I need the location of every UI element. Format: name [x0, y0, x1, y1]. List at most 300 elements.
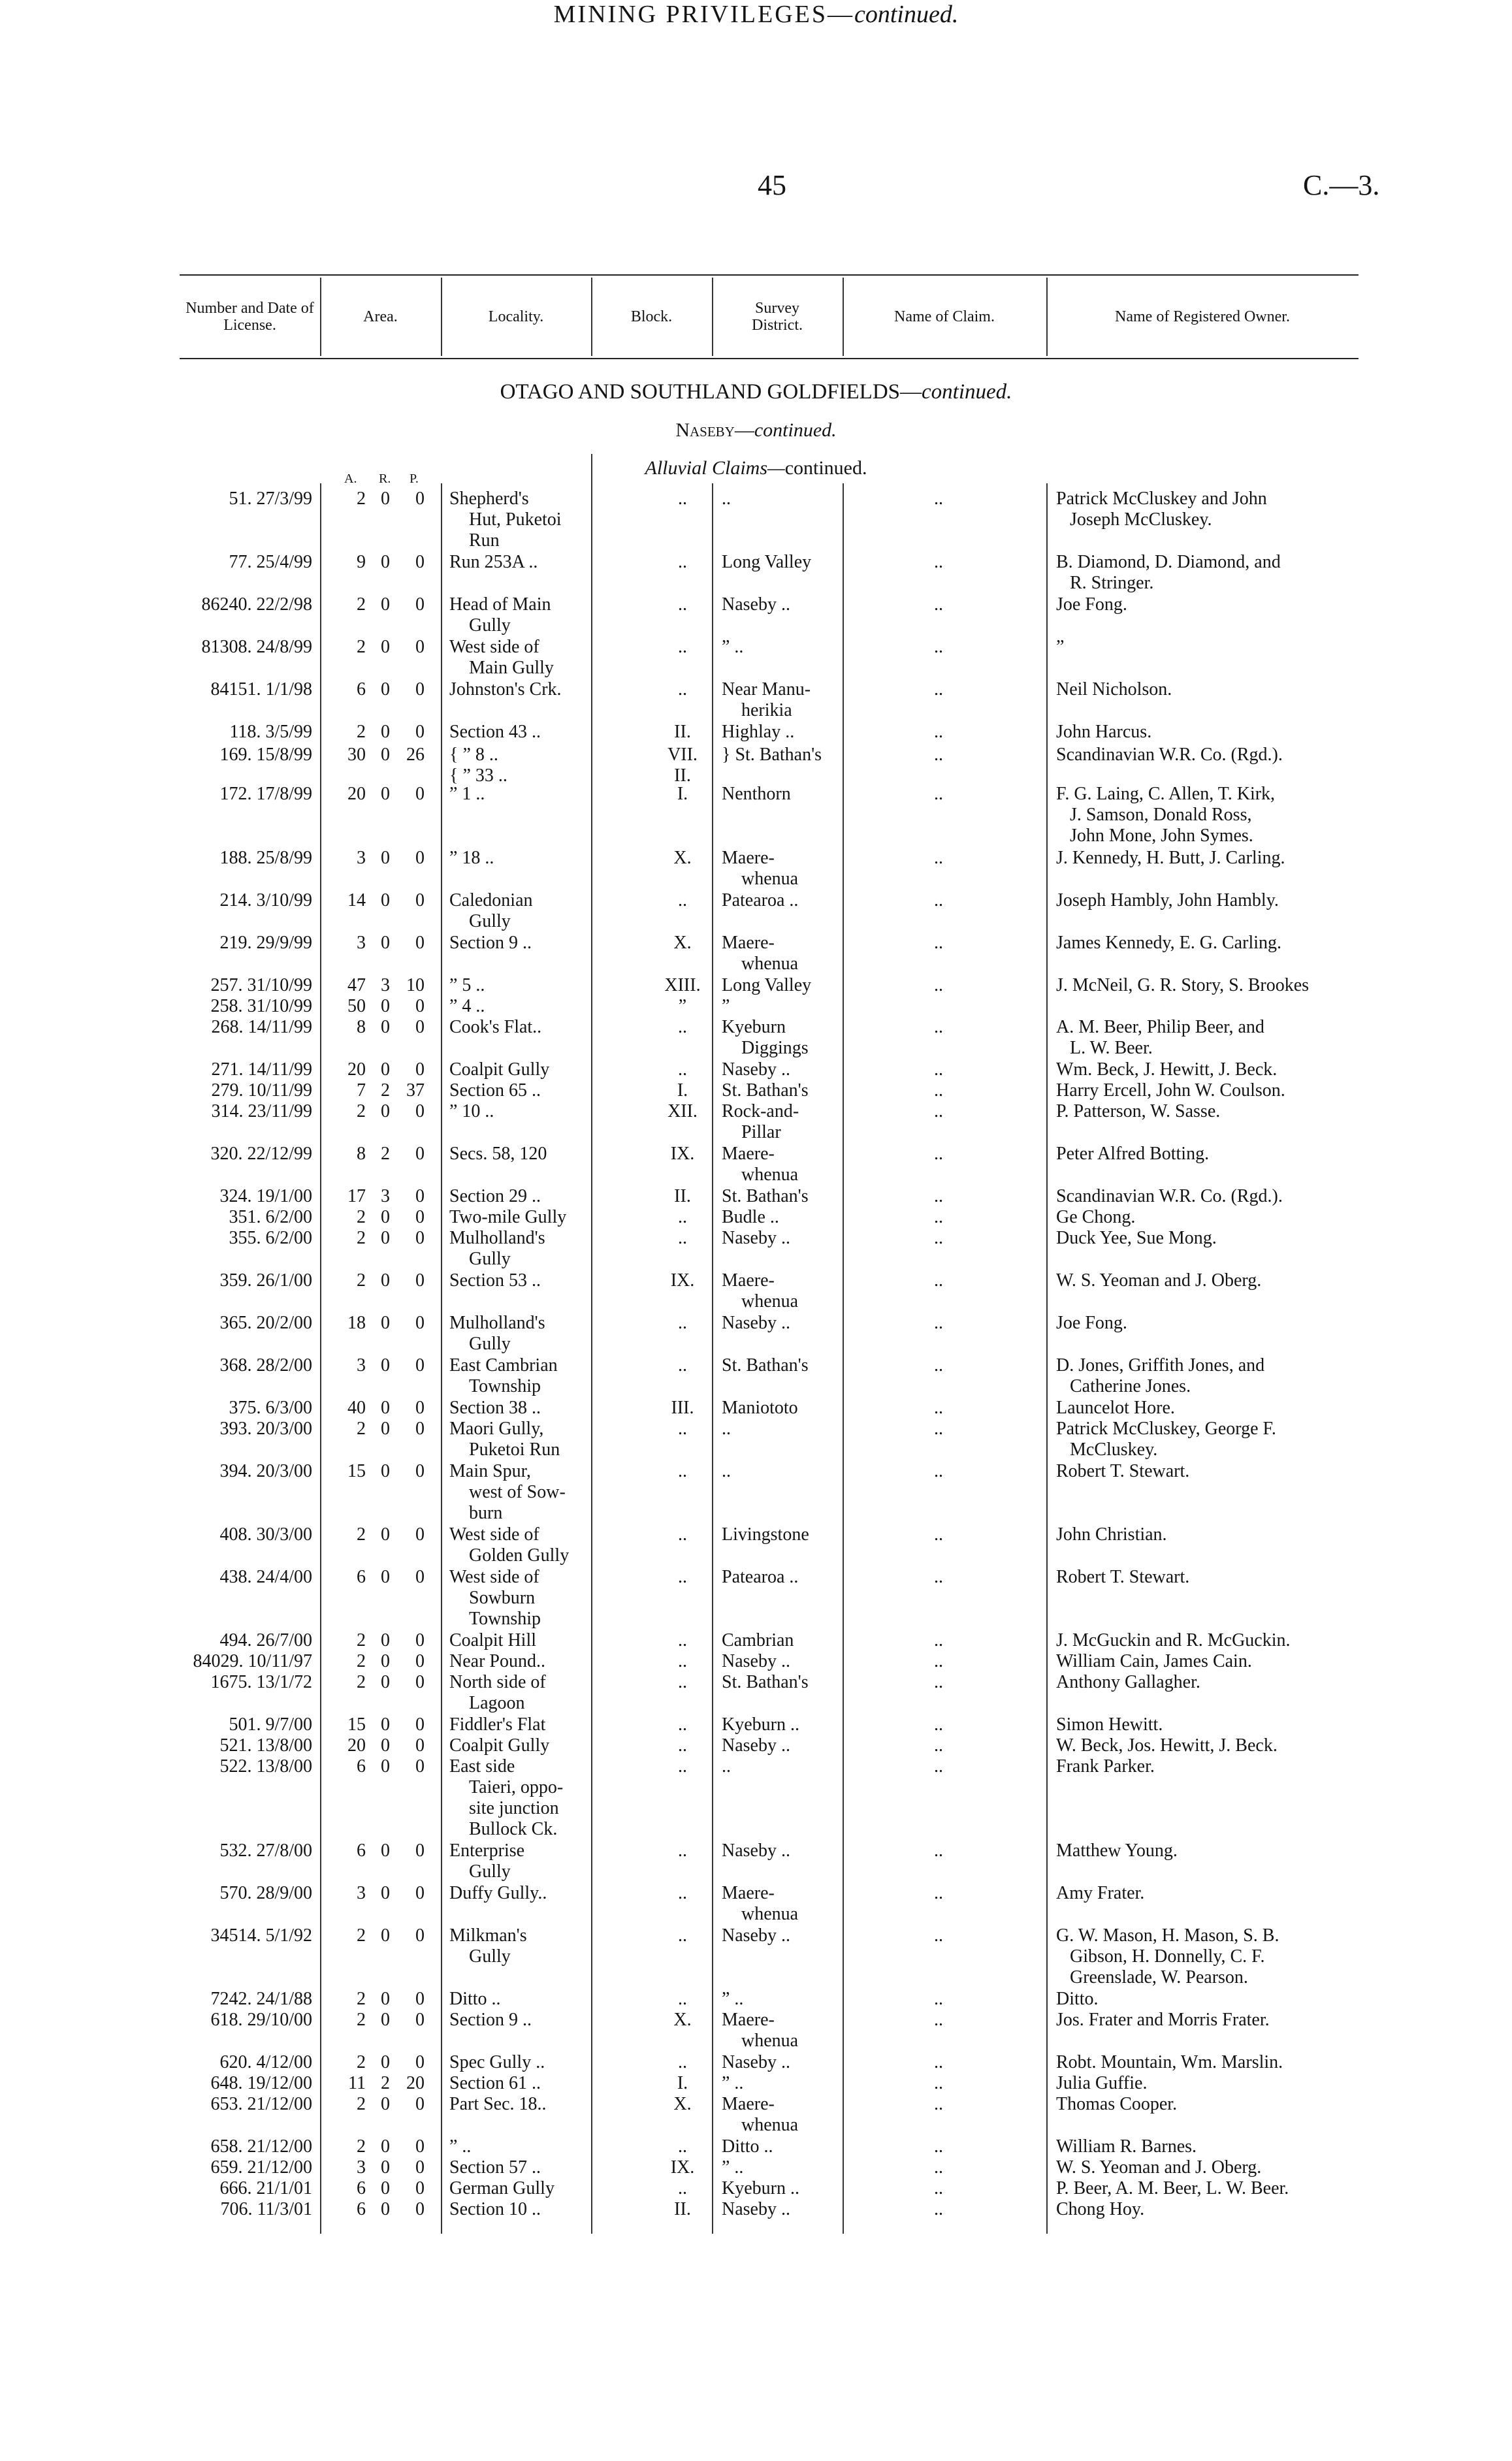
license-cell: 359. 26/1/00 — [219, 1270, 312, 1291]
claim-cell: .. — [934, 2094, 943, 2114]
locality-cell: Ditto .. — [449, 1989, 501, 2009]
table-top-rule — [180, 274, 1359, 276]
claim-cell: .. — [934, 637, 943, 657]
block-cell: ” — [678, 996, 687, 1016]
locality-cell: Shepherd's Hut, Puketoi Run — [449, 489, 562, 551]
page-title: MINING PRIVILEGES—continued. — [553, 1, 959, 28]
acres-cell: 6 — [357, 1841, 366, 1861]
perches-cell: 0 — [415, 784, 425, 804]
block-cell: .. — [678, 1883, 687, 1903]
locality-cell: West side of Golden Gully — [449, 1524, 570, 1566]
claim-cell: .. — [934, 1270, 943, 1291]
col-claim-header: Name of Claim. — [894, 308, 995, 325]
perches-cell: 0 — [415, 1524, 425, 1545]
license-cell: 81308. 24/8/99 — [201, 637, 312, 657]
locality-cell: Part Sec. 18.. — [449, 2094, 547, 2114]
district-cell: Naseby .. — [722, 1841, 790, 1861]
locality-cell: Milkman's Gully — [449, 1925, 527, 1967]
district-cell: Budle .. — [722, 1207, 779, 1227]
license-cell: 77. 25/4/99 — [229, 552, 312, 572]
acres-cell: 8 — [357, 1017, 366, 1037]
claim-cell: .. — [934, 2199, 943, 2219]
district-cell: Maere- whenua — [722, 1883, 799, 1924]
locality-cell: Caledonian Gully — [449, 890, 533, 931]
roods-cell: 0 — [381, 489, 390, 509]
locality-cell: West side of Main Gully — [449, 637, 554, 678]
district-cell: Long Valley — [722, 975, 812, 995]
block-cell: IX. — [670, 1144, 695, 1164]
roods-cell: 0 — [381, 1524, 390, 1545]
district-cell: St. Bathan's — [722, 1672, 809, 1692]
claim-cell: .. — [934, 933, 943, 953]
license-cell: 214. 3/10/99 — [219, 890, 312, 910]
claim-cell: .. — [934, 722, 943, 742]
col-divider — [441, 278, 442, 356]
locality-cell: Cook's Flat.. — [449, 1017, 542, 1037]
roods-cell: 3 — [381, 1186, 390, 1206]
document-code: C.—3. — [1303, 169, 1380, 201]
block-cell: .. — [678, 1651, 687, 1671]
owner-cell: A. M. Beer, Philip Beer, and L. W. Beer. — [1056, 1017, 1264, 1058]
perches-cell: 0 — [415, 1419, 425, 1439]
claim-cell: .. — [934, 1355, 943, 1375]
district-cell: Naseby .. — [722, 2199, 790, 2219]
claim-cell: .. — [934, 1524, 943, 1545]
acres-cell: 8 — [357, 1144, 366, 1164]
perches-cell: 0 — [415, 1017, 425, 1037]
owner-cell: Robert T. Stewart. — [1056, 1567, 1190, 1587]
locality-cell: Section 61 .. — [449, 2073, 541, 2093]
acres-cell: 20 — [347, 784, 366, 804]
acres-cell: 2 — [357, 1228, 366, 1248]
locality-cell: East Cambrian Township — [449, 1355, 558, 1396]
owner-cell: Ge Chong. — [1056, 1207, 1136, 1227]
perches-cell: 0 — [415, 489, 425, 509]
perches-cell: 37 — [406, 1080, 425, 1101]
block-cell: .. — [678, 594, 687, 615]
perches-cell: 0 — [415, 2157, 425, 2178]
license-cell: 320. 22/12/99 — [210, 1144, 312, 1164]
license-cell: 51. 27/3/99 — [229, 489, 312, 509]
block-cell: X. — [673, 2094, 692, 2114]
col-divider — [843, 278, 844, 356]
col-divider — [843, 483, 844, 2234]
block-cell: IX. — [670, 2157, 695, 2178]
district-cell: .. — [722, 489, 731, 509]
license-cell: 219. 29/9/99 — [219, 933, 312, 953]
owner-cell: Julia Guffie. — [1056, 2073, 1148, 2093]
block-cell: .. — [678, 2052, 687, 2072]
owner-cell: Launcelot Hore. — [1056, 1398, 1175, 1418]
perches-cell: 0 — [415, 1989, 425, 2009]
owner-cell: J. McGuckin and R. McGuckin. — [1056, 1630, 1291, 1650]
owner-cell: James Kennedy, E. G. Carling. — [1056, 933, 1281, 953]
roods-cell: 0 — [381, 1925, 390, 1946]
district-cell: .. — [722, 1756, 731, 1777]
block-cell: X. — [673, 848, 692, 868]
roods-cell: 0 — [381, 594, 390, 615]
roods-cell: 0 — [381, 1651, 390, 1671]
owner-cell: J. McNeil, G. R. Story, S. Brookes — [1056, 975, 1310, 995]
license-cell: 368. 28/2/00 — [219, 1355, 312, 1375]
locality-cell: East side Taieri, oppo- site junction Bullock Ck. — [449, 1756, 564, 1839]
license-cell: 394. 20/3/00 — [219, 1461, 312, 1481]
roods-cell: 0 — [381, 1017, 390, 1037]
district-cell: Maere- whenua — [722, 1270, 799, 1311]
license-cell: 522. 13/8/00 — [219, 1756, 312, 1777]
district-cell: ” .. — [722, 2157, 744, 2178]
perches-cell: 0 — [415, 1756, 425, 1777]
locality-cell: Section 9 .. — [449, 2010, 532, 2030]
license-cell: 118. 3/5/99 — [229, 722, 312, 742]
perches-cell: 0 — [415, 1567, 425, 1587]
locality-cell: Duffy Gully.. — [449, 1883, 547, 1903]
claim-cell: .. — [934, 1059, 943, 1080]
claim-cell: .. — [934, 1735, 943, 1756]
claim-cell: .. — [934, 2178, 943, 2198]
page-number: 45 — [758, 169, 786, 201]
locality-cell: Mulholland's Gully — [449, 1228, 545, 1269]
perches-cell: 0 — [415, 2094, 425, 2114]
perches-cell: 0 — [415, 1925, 425, 1946]
owner-cell: Scandinavian W.R. Co. (Rgd.). — [1056, 745, 1283, 765]
perches-cell: 0 — [415, 2199, 425, 2219]
locality-cell: Run 253A .. — [449, 552, 538, 572]
perches-cell: 0 — [415, 1059, 425, 1080]
acres-label: A. — [344, 472, 357, 486]
license-cell: 257. 31/10/99 — [210, 975, 312, 995]
license-cell: 324. 19/1/00 — [219, 1186, 312, 1206]
license-cell: 375. 6/3/00 — [229, 1398, 312, 1418]
locality-cell: Two-mile Gully — [449, 1207, 567, 1227]
acres-cell: 2 — [357, 1524, 366, 1545]
license-cell: 408. 30/3/00 — [219, 1524, 312, 1545]
district-cell: Kyeburn .. — [722, 1714, 799, 1735]
perches-cell: 0 — [415, 1313, 425, 1333]
locality-cell: Maori Gully, Puketoi Run — [449, 1419, 560, 1460]
col-license-header: Number and Date of License. — [185, 300, 314, 334]
district-cell: Naseby .. — [722, 1313, 790, 1333]
license-cell: 620. 4/12/00 — [219, 2052, 312, 2072]
table-header-rule — [180, 358, 1359, 359]
locality-cell: { ” 8 .. { ” 33 .. — [449, 745, 507, 786]
district-cell: Nenthorn — [722, 784, 791, 804]
acres-cell: 2 — [357, 1989, 366, 2009]
roods-cell: 0 — [381, 679, 390, 700]
perches-cell: 0 — [415, 2010, 425, 2030]
col-area-header: Area. — [363, 308, 398, 325]
owner-cell: W. S. Yeoman and J. Oberg. — [1056, 2157, 1262, 2178]
owner-cell: Patrick McCluskey and John Joseph McCluskey. — [1056, 489, 1267, 530]
owner-cell: Harry Ercell, John W. Coulson. — [1056, 1080, 1285, 1101]
district-cell: Naseby .. — [722, 594, 790, 615]
owner-cell: W. Beck, Jos. Hewitt, J. Beck. — [1056, 1735, 1278, 1756]
perches-cell: 0 — [415, 1714, 425, 1735]
acres-cell: 3 — [357, 2157, 366, 2178]
district-cell: Maere- whenua — [722, 1144, 799, 1185]
license-cell: 169. 15/8/99 — [219, 745, 312, 765]
district-cell: } St. Bathan's — [722, 745, 822, 765]
perches-cell: 0 — [415, 1101, 425, 1121]
perches-cell: 0 — [415, 679, 425, 700]
claim-cell: .. — [934, 552, 943, 572]
acres-cell: 3 — [357, 1355, 366, 1375]
district-cell: Maere- whenua — [722, 848, 799, 889]
roods-cell: 0 — [381, 1059, 390, 1080]
claim-cell: .. — [934, 1228, 943, 1248]
acres-cell: 3 — [357, 848, 366, 868]
locality-cell: ” 18 .. — [449, 848, 494, 868]
acres-cell: 2 — [357, 1419, 366, 1439]
claim-cell: .. — [934, 745, 943, 765]
block-cell: II. — [674, 1186, 691, 1206]
acres-cell: 6 — [357, 2199, 366, 2219]
roods-cell: 0 — [381, 2178, 390, 2198]
claim-cell: .. — [934, 1883, 943, 1903]
acres-cell: 9 — [357, 552, 366, 572]
owner-cell: ” — [1056, 637, 1065, 657]
block-cell: .. — [678, 2136, 687, 2157]
locality-cell: Main Spur, west of Sow- burn — [449, 1461, 566, 1523]
locality-cell: Near Pound.. — [449, 1651, 545, 1671]
claim-cell: .. — [934, 1989, 943, 2009]
license-cell: 351. 6/2/00 — [229, 1207, 312, 1227]
perches-cell: 10 — [406, 975, 425, 995]
acres-cell: 2 — [357, 1101, 366, 1121]
license-cell: 659. 21/12/00 — [210, 2157, 312, 2178]
locality-cell: Coalpit Gully — [449, 1735, 550, 1756]
locality-cell: ” 4 .. — [449, 996, 485, 1016]
roods-cell: 2 — [381, 1080, 390, 1101]
col-divider — [591, 454, 592, 2234]
locality-cell: ” 10 .. — [449, 1101, 494, 1121]
license-cell: 279. 10/11/99 — [211, 1080, 312, 1101]
block-cell: .. — [678, 1756, 687, 1777]
owner-cell: F. G. Laing, C. Allen, T. Kirk, J. Samson, Donald Ross, John Mone, John Symes. — [1056, 784, 1276, 846]
license-cell: 314. 23/11/99 — [211, 1101, 312, 1121]
roods-cell: 0 — [381, 2010, 390, 2030]
perches-cell: 0 — [415, 1270, 425, 1291]
block-cell: II. — [674, 2199, 691, 2219]
acres-cell: 14 — [347, 890, 366, 910]
block-cell: .. — [678, 1524, 687, 1545]
license-cell: 706. 11/3/01 — [220, 2199, 312, 2219]
locality-cell: Enterprise Gully — [449, 1841, 525, 1882]
claim-cell: .. — [934, 1630, 943, 1650]
locality-cell: Section 38 .. — [449, 1398, 541, 1418]
roods-cell: 0 — [381, 933, 390, 953]
roods-cell: 0 — [381, 1419, 390, 1439]
owner-cell: Peter Alfred Botting. — [1056, 1144, 1210, 1164]
perches-label: P. — [410, 472, 419, 486]
acres-cell: 2 — [357, 1651, 366, 1671]
district-cell: Naseby .. — [722, 1651, 790, 1671]
locality-cell: Spec Gully .. — [449, 2052, 545, 2072]
col-divider — [320, 483, 321, 2234]
license-cell: 271. 14/11/99 — [211, 1059, 312, 1080]
roods-cell: 0 — [381, 1630, 390, 1650]
claim-cell: .. — [934, 1080, 943, 1101]
roods-cell: 0 — [381, 1567, 390, 1587]
roods-cell: 0 — [381, 1313, 390, 1333]
perches-cell: 0 — [415, 1672, 425, 1692]
locality-cell: Mulholland's Gully — [449, 1313, 545, 1354]
perches-cell: 0 — [415, 2178, 425, 2198]
col-divider — [320, 278, 321, 356]
district-cell: Long Valley — [722, 552, 812, 572]
roods-cell: 0 — [381, 1672, 390, 1692]
license-cell: 393. 20/3/00 — [219, 1419, 312, 1439]
claim-cell: .. — [934, 784, 943, 804]
claim-cell: .. — [934, 1841, 943, 1861]
roods-cell: 0 — [381, 1714, 390, 1735]
roods-cell: 0 — [381, 848, 390, 868]
block-cell: XII. — [668, 1101, 698, 1121]
roods-cell: 0 — [381, 1228, 390, 1248]
acres-cell: 2 — [357, 2052, 366, 2072]
perches-cell: 0 — [415, 1735, 425, 1756]
col-divider — [712, 278, 713, 356]
acres-cell: 6 — [357, 1756, 366, 1777]
block-cell: .. — [678, 679, 687, 700]
perches-cell: 0 — [415, 996, 425, 1016]
acres-cell: 2 — [357, 2094, 366, 2114]
district-cell: Near Manu- herikia — [722, 679, 811, 720]
district-cell: Patearoa .. — [722, 890, 799, 910]
perches-cell: 0 — [415, 1461, 425, 1481]
roods-cell: 0 — [381, 1355, 390, 1375]
roods-cell: 0 — [381, 722, 390, 742]
license-cell: 258. 31/10/99 — [210, 996, 312, 1016]
subsection-heading: Naseby—continued. — [675, 419, 837, 441]
block-cell: .. — [678, 1925, 687, 1946]
perches-cell: 0 — [415, 2136, 425, 2157]
locality-cell: Secs. 58, 120 — [449, 1144, 547, 1164]
claim-cell: .. — [934, 1567, 943, 1587]
locality-cell: North side of Lagoon — [449, 1672, 546, 1713]
claim-cell: .. — [934, 1756, 943, 1777]
locality-cell: ” 1 .. — [449, 784, 485, 804]
district-cell: Highlay .. — [722, 722, 795, 742]
claim-cell: .. — [934, 1101, 943, 1121]
license-cell: 570. 28/9/00 — [219, 1883, 312, 1903]
district-cell: ” — [722, 996, 730, 1016]
district-cell: Naseby .. — [722, 1925, 790, 1946]
owner-cell: Chong Hoy. — [1056, 2199, 1145, 2219]
claim-cell: .. — [934, 1651, 943, 1671]
perches-cell: 0 — [415, 1207, 425, 1227]
owner-cell: Wm. Beck, J. Hewitt, J. Beck. — [1056, 1059, 1278, 1080]
section-heading: OTAGO AND SOUTHLAND GOLDFIELDS—continued. — [500, 380, 1012, 404]
block-cell: II. — [674, 722, 691, 742]
claim-cell: .. — [934, 2010, 943, 2030]
claim-cell: .. — [934, 1925, 943, 1946]
locality-cell: Johnston's Crk. — [449, 679, 562, 700]
district-cell: St. Bathan's — [722, 1186, 809, 1206]
block-cell: .. — [678, 2178, 687, 2198]
claim-cell: .. — [934, 1419, 943, 1439]
license-cell: 172. 17/8/99 — [219, 784, 312, 804]
col-divider — [1046, 483, 1048, 2234]
block-cell: .. — [678, 1714, 687, 1735]
district-cell: Livingstone — [722, 1524, 809, 1545]
owner-cell: Joseph Hambly, John Hambly. — [1056, 890, 1279, 910]
claim-cell: .. — [934, 1186, 943, 1206]
license-cell: 532. 27/8/00 — [219, 1841, 312, 1861]
district-cell: Naseby .. — [722, 1735, 790, 1756]
owner-cell: D. Jones, Griffith Jones, and Catherine Jones. — [1056, 1355, 1265, 1396]
roods-cell: 0 — [381, 1735, 390, 1756]
block-cell: .. — [678, 1841, 687, 1861]
acres-cell: 3 — [357, 933, 366, 953]
owner-cell: Anthony Gallagher. — [1056, 1672, 1200, 1692]
roods-cell: 0 — [381, 2052, 390, 2072]
roods-cell: 0 — [381, 1101, 390, 1121]
block-cell: X. — [673, 933, 692, 953]
district-cell: Ditto .. — [722, 2136, 773, 2157]
col-district-header: Survey District. — [752, 300, 803, 334]
owner-cell: Patrick McCluskey, George F. McCluskey. — [1056, 1419, 1276, 1460]
owner-cell: Scandinavian W.R. Co. (Rgd.). — [1056, 1186, 1283, 1206]
roods-cell: 0 — [381, 1841, 390, 1861]
perches-cell: 20 — [406, 2073, 425, 2093]
district-cell: Rock-and- Pillar — [722, 1101, 799, 1142]
block-cell: X. — [673, 2010, 692, 2030]
district-cell: ” .. — [722, 637, 744, 657]
claim-cell: .. — [934, 594, 943, 615]
acres-cell: 11 — [348, 2073, 366, 2093]
roods-cell: 0 — [381, 1207, 390, 1227]
acres-cell: 2 — [357, 1207, 366, 1227]
perches-cell: 0 — [415, 637, 425, 657]
acres-cell: 2 — [357, 2136, 366, 2157]
owner-cell: William Cain, James Cain. — [1056, 1651, 1252, 1671]
owner-cell: P. Patterson, W. Sasse. — [1056, 1101, 1221, 1121]
district-cell: ” .. — [722, 2073, 744, 2093]
perches-cell: 0 — [415, 848, 425, 868]
roods-cell: 0 — [381, 2199, 390, 2219]
block-cell: I. — [677, 2073, 688, 2093]
claim-cell: .. — [934, 2157, 943, 2178]
block-cell: .. — [678, 1461, 687, 1481]
acres-cell: 2 — [357, 1630, 366, 1650]
block-cell: .. — [678, 1313, 687, 1333]
col-owner-header: Name of Registered Owner. — [1115, 308, 1290, 325]
block-cell: .. — [678, 1059, 687, 1080]
acres-cell: 6 — [357, 1567, 366, 1587]
owner-cell: Simon Hewitt. — [1056, 1714, 1163, 1735]
acres-cell: 15 — [347, 1714, 366, 1735]
claim-cell: .. — [934, 1207, 943, 1227]
roods-cell: 0 — [381, 890, 390, 910]
block-cell: IX. — [670, 1270, 695, 1291]
district-cell: Maniototo — [722, 1398, 798, 1418]
district-cell: St. Bathan's — [722, 1080, 809, 1101]
claim-cell: .. — [934, 1313, 943, 1333]
locality-cell: Head of Main Gully — [449, 594, 551, 635]
locality-cell: Section 43 .. — [449, 722, 541, 742]
perches-cell: 0 — [415, 1841, 425, 1861]
col-divider — [441, 483, 442, 2234]
license-cell: 84029. 10/11/97 — [193, 1651, 312, 1671]
acres-cell: 6 — [357, 2178, 366, 2198]
roods-cell: 0 — [381, 1270, 390, 1291]
perches-cell: 0 — [415, 1355, 425, 1375]
owner-cell: Ditto. — [1056, 1989, 1099, 2009]
district-cell: Naseby .. — [722, 1228, 790, 1248]
locality-cell: Section 29 .. — [449, 1186, 541, 1206]
license-cell: 268. 14/11/99 — [211, 1017, 312, 1037]
